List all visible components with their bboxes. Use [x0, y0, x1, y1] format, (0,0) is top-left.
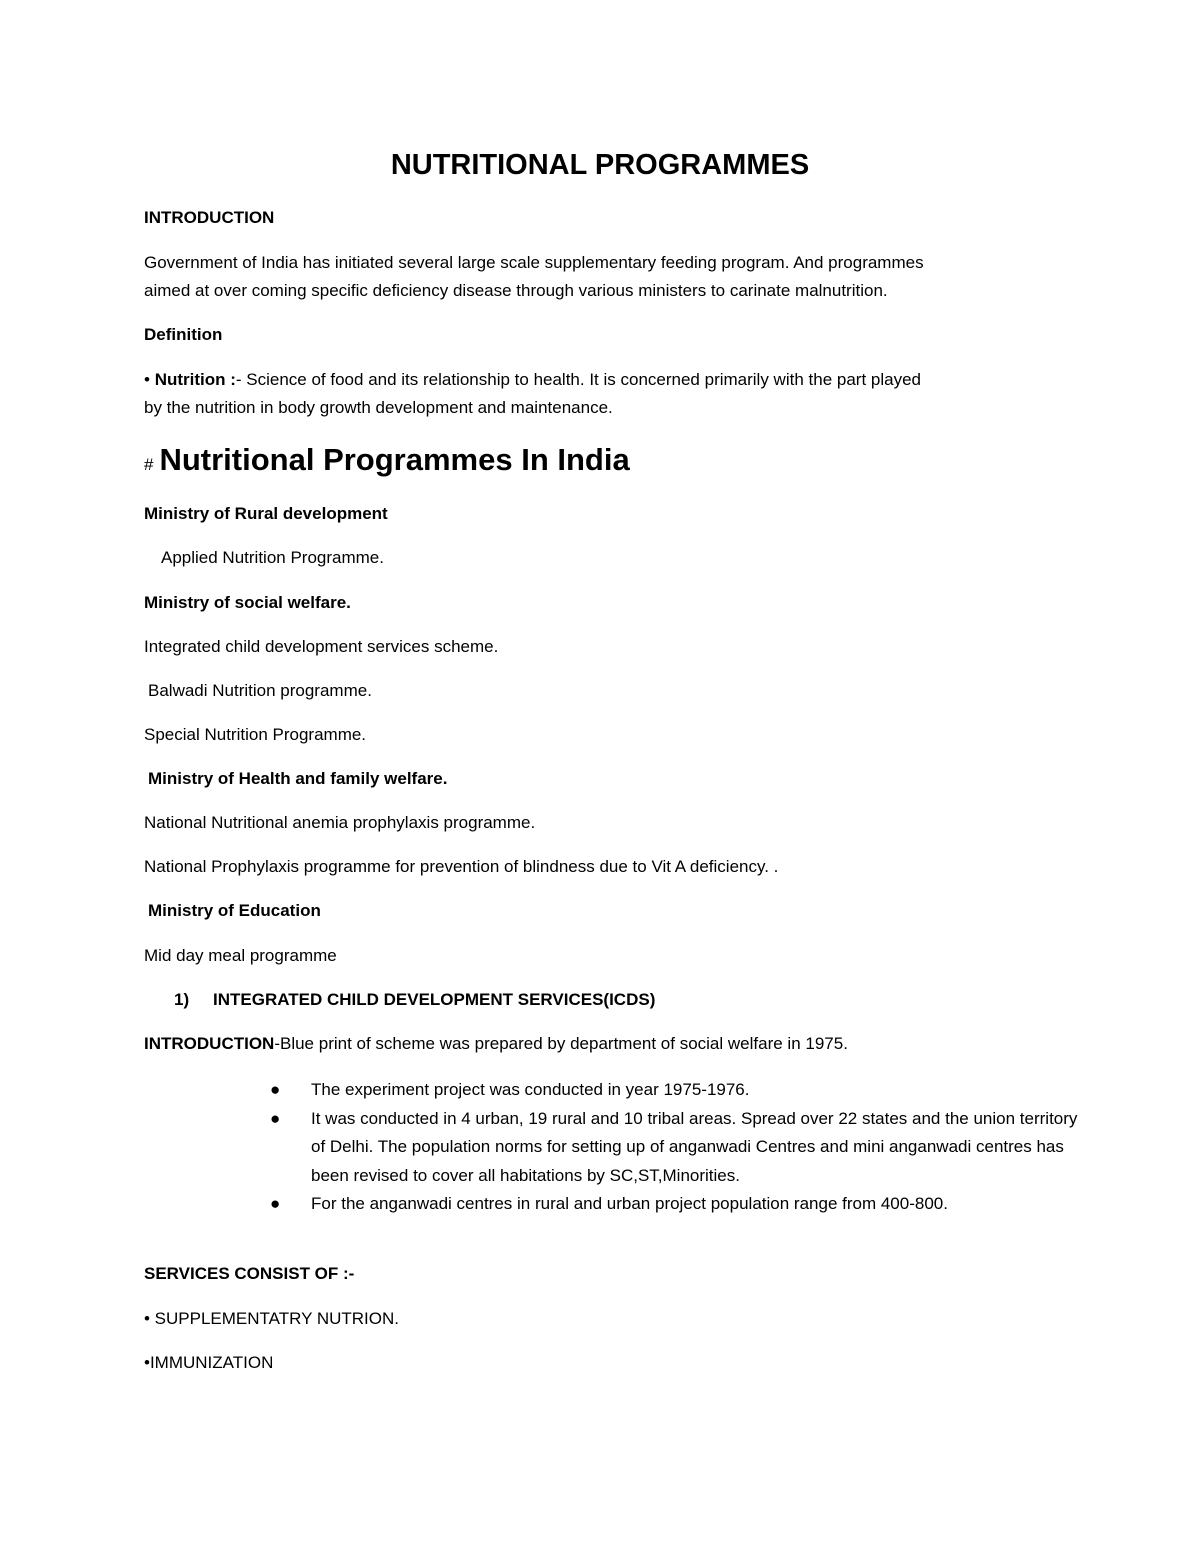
bullet-icon: ● [270, 1080, 281, 1099]
intro-heading: INTRODUCTION [144, 208, 275, 227]
icds-intro [144, 1034, 848, 1054]
programme-item: Special Nutrition Programme. [144, 725, 367, 744]
service-item: •IMMUNIZATION [144, 1353, 274, 1372]
services-heading: SERVICES CONSIST OF :- [144, 1264, 355, 1283]
definition-text: - Science of food and its relationship to health. It is concerned primarily with the part played [235, 370, 921, 389]
list-item: ● For the anganwadi centres in rural and urban project population range from 400-800. [266, 1190, 1086, 1219]
bullet-icon: ● [270, 1108, 281, 1128]
bullet: • [144, 370, 150, 389]
page-title: NUTRITIONAL PROGRAMMES [390, 149, 810, 181]
icds-intro-text: -Blue print of scheme was prepared by department of social welfare in 1975. [274, 1034, 848, 1053]
definition-heading: Definition [144, 325, 223, 344]
icds-number: 1) [174, 990, 190, 1009]
definition-term: Nutrition : [154, 370, 236, 389]
service-item: • SUPPLEMENTATRY NUTRION. [144, 1309, 400, 1328]
programme-item: Applied Nutrition Programme. [161, 548, 384, 567]
ministry-rural-heading: Ministry of Rural development [144, 504, 388, 523]
programme-item: Mid day meal programme [144, 946, 337, 965]
intro-line-2: aimed at over coming specific deficiency disease through various ministers to carinate malnutrition. [144, 281, 888, 300]
section-heading-programmes [144, 440, 630, 485]
ministry-health-heading: Ministry of Health and family welfare. [148, 769, 448, 788]
programme-item: Integrated child development services scheme. [144, 637, 499, 656]
section-heading-text: Nutritional Programmes In India [159, 442, 630, 477]
programme-item: Balwadi Nutrition programme. [148, 681, 372, 700]
programme-item: National Nutritional anemia prophylaxis programme. [144, 813, 536, 832]
list-item: ● It was conducted in 4 urban, 19 rural and 10 tribal areas. Spread over 22 states and the union territory of Delhi. The population norms for setting up of anganwadi Centres and mini anganwadi centres has been revised to cover all habitations by SC,ST,Minorities. [266, 1105, 1086, 1191]
ministry-education-heading: Ministry of Education [148, 901, 321, 920]
list-item: ● The experiment project was conducted in year 1975-1976. [266, 1076, 1086, 1105]
programme-item: National Prophylaxis programme for prevention of blindness due to Vit A deficiency. . [144, 857, 779, 876]
icds-bullet-list [266, 1076, 1086, 1219]
icds-intro-label: INTRODUCTION [144, 1034, 275, 1053]
hash-mark: # [144, 455, 154, 474]
icds-heading: INTEGRATED CHILD DEVELOPMENT SERVICES(ICDS) [213, 990, 656, 1009]
definition-line-1 [144, 370, 921, 390]
definition-line-2: by the nutrition in body growth development and maintenance. [144, 398, 613, 417]
intro-line-1: Government of India has initiated several large scale supplementary feeding program. And programmes [144, 253, 924, 272]
bullet-icon: ● [270, 1194, 281, 1213]
ministry-social-heading: Ministry of social welfare. [144, 593, 351, 612]
